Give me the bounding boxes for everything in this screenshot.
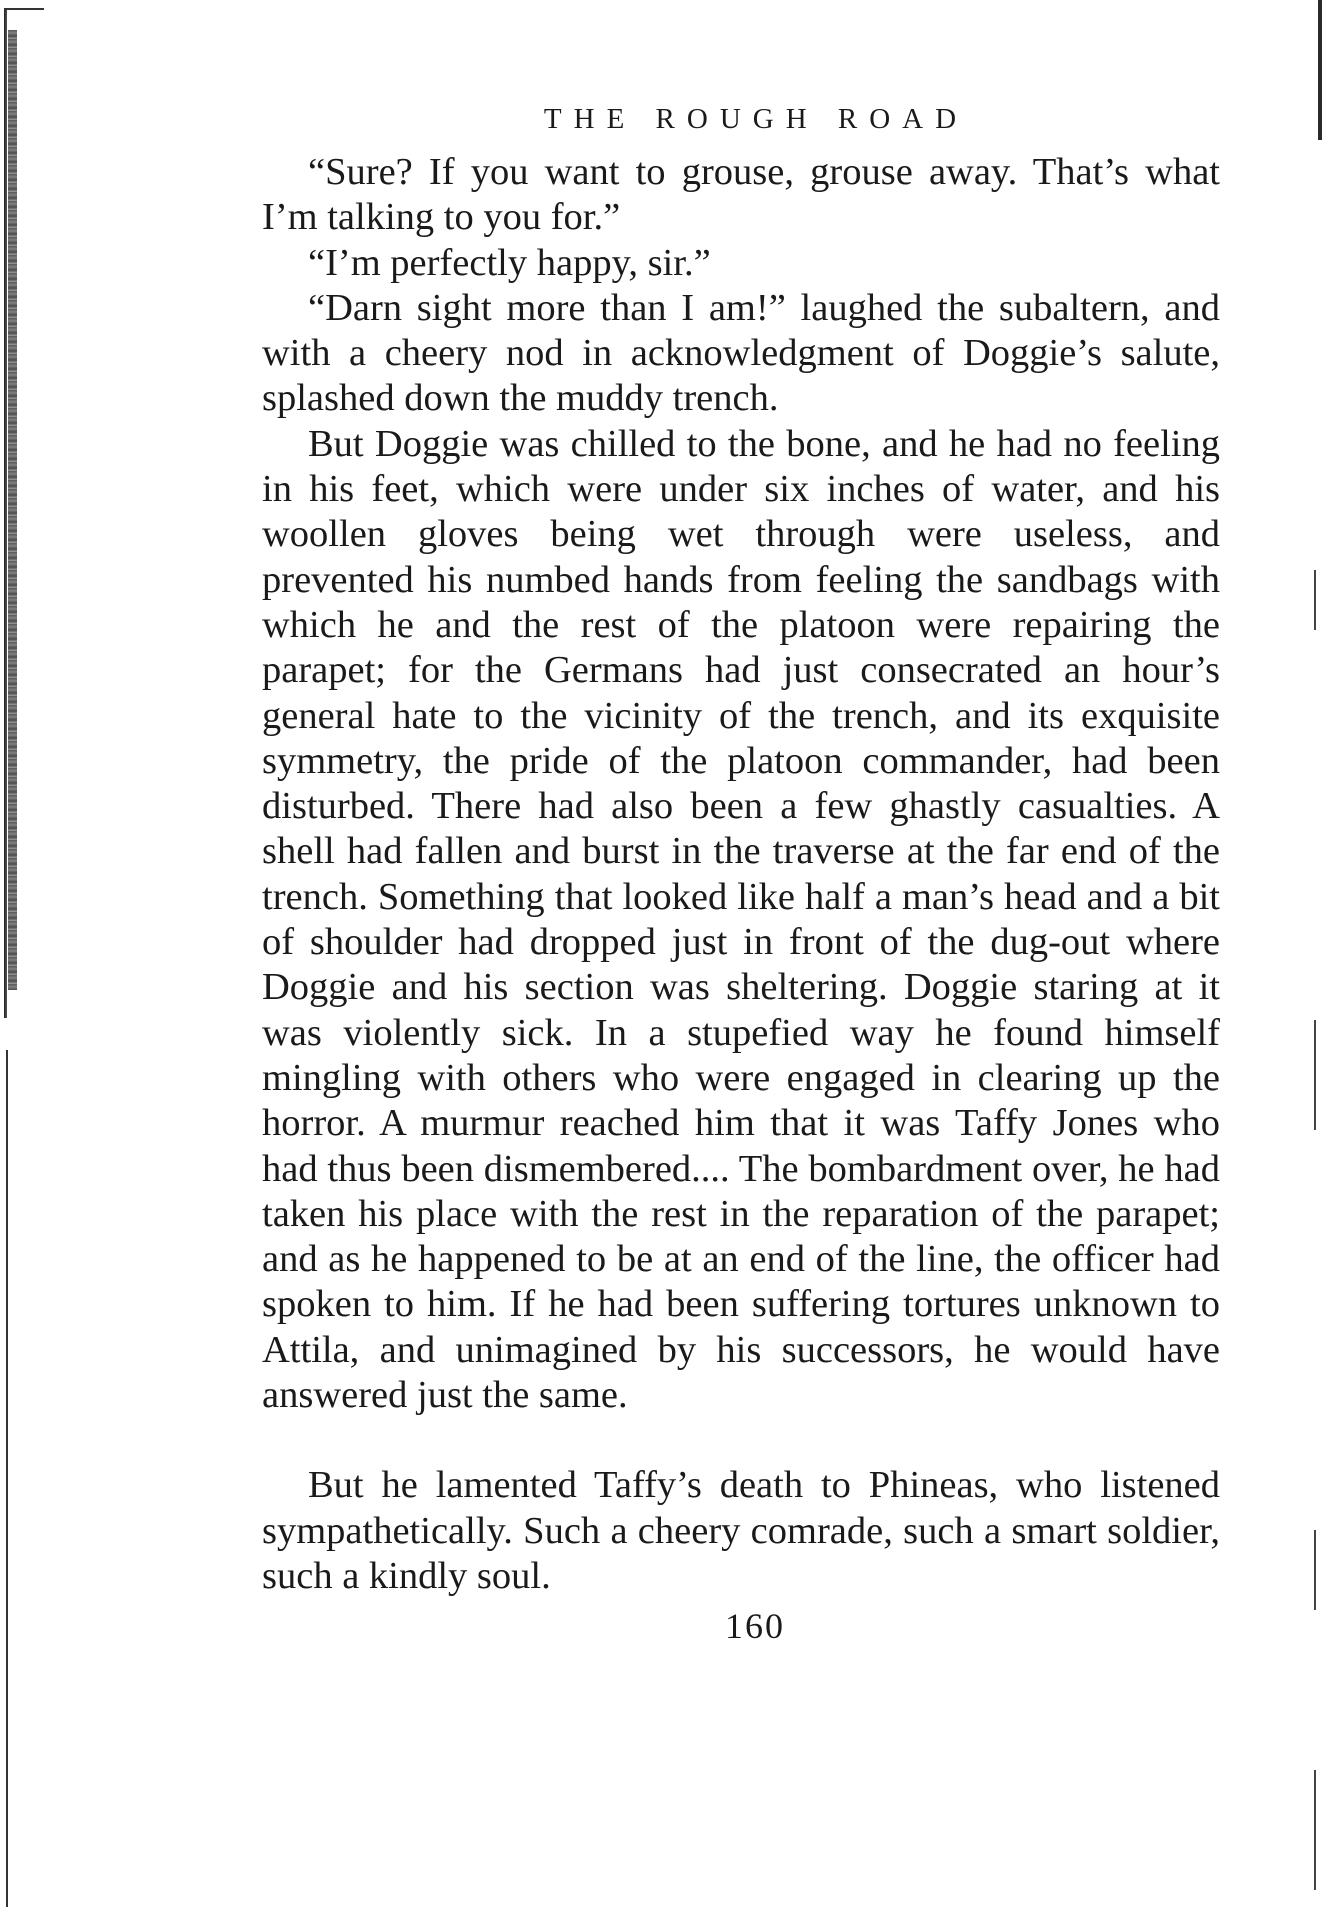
scan-edge-left	[4, 8, 7, 1018]
page-body	[262, 96, 1220, 1647]
scan-mark	[1314, 570, 1316, 630]
paragraph: But Doggie was chilled to the bone, and he had no feeling in his feet, which were under six inches of water, and his woollen gloves being wet through were useless, and prevented his numbed hands from feeling the sandbags with which he and the rest of the platoon were repairing the parapet; for the Germans had just consecrated an hour’s general hate to the vicinity of the trench, and its exquisite symmetry, the pride of the platoon commander, had been disturbed. There had also been a few ghastly casualties. A shell had fallen and burst in the traverse at the far end of the trench. Something that looked like half a man’s head and a bit of shoulder had dropped just in front of the dug-out where Doggie and his section was sheltering. Doggie staring at it was violently sick. In a stupefied way he found himself mingling with others who were engaged in clearing up the horror. A murmur reached him that it was Taffy Jones who had thus been dismembered.... The bombardment over, he had taken his place with the rest in the reparation of the parapet; and as he happened to be at an end of the line, the officer had spoken to him. If he had been suffering tortures unknown to Attila, and unimagined by his successors, he would have answered just the same.	[262, 422, 1220, 1417]
scan-binding-shadow	[8, 30, 17, 990]
paragraph: “Darn sight more than I am!” laughed the subaltern, and with a cheery nod in acknowledgment of Doggie’s salute, splashed down the muddy trench.	[262, 286, 1220, 420]
scan-mark	[1314, 1770, 1316, 1890]
scan-edge-left-lower	[6, 1050, 8, 1907]
scan-edge-right	[1318, 0, 1322, 140]
scan-mark	[1314, 1530, 1316, 1610]
paragraph: “I’m perfectly happy, sir.”	[308, 241, 711, 284]
paragraph: But he lamented Taffy’s death to Phineas, who listened sympathetically. Such a cheery comrade, such a smart soldier, such a kindly soul.	[262, 1464, 1220, 1597]
paragraph: “Sure? If you want to grouse, grouse away. That’s what I’m talking to you for.”	[262, 151, 1220, 239]
page-number: 160	[725, 1606, 785, 1647]
scan-edge-top	[4, 8, 44, 10]
running-head: THE ROUGH ROAD	[543, 103, 969, 135]
scan-mark	[1314, 1020, 1316, 1130]
